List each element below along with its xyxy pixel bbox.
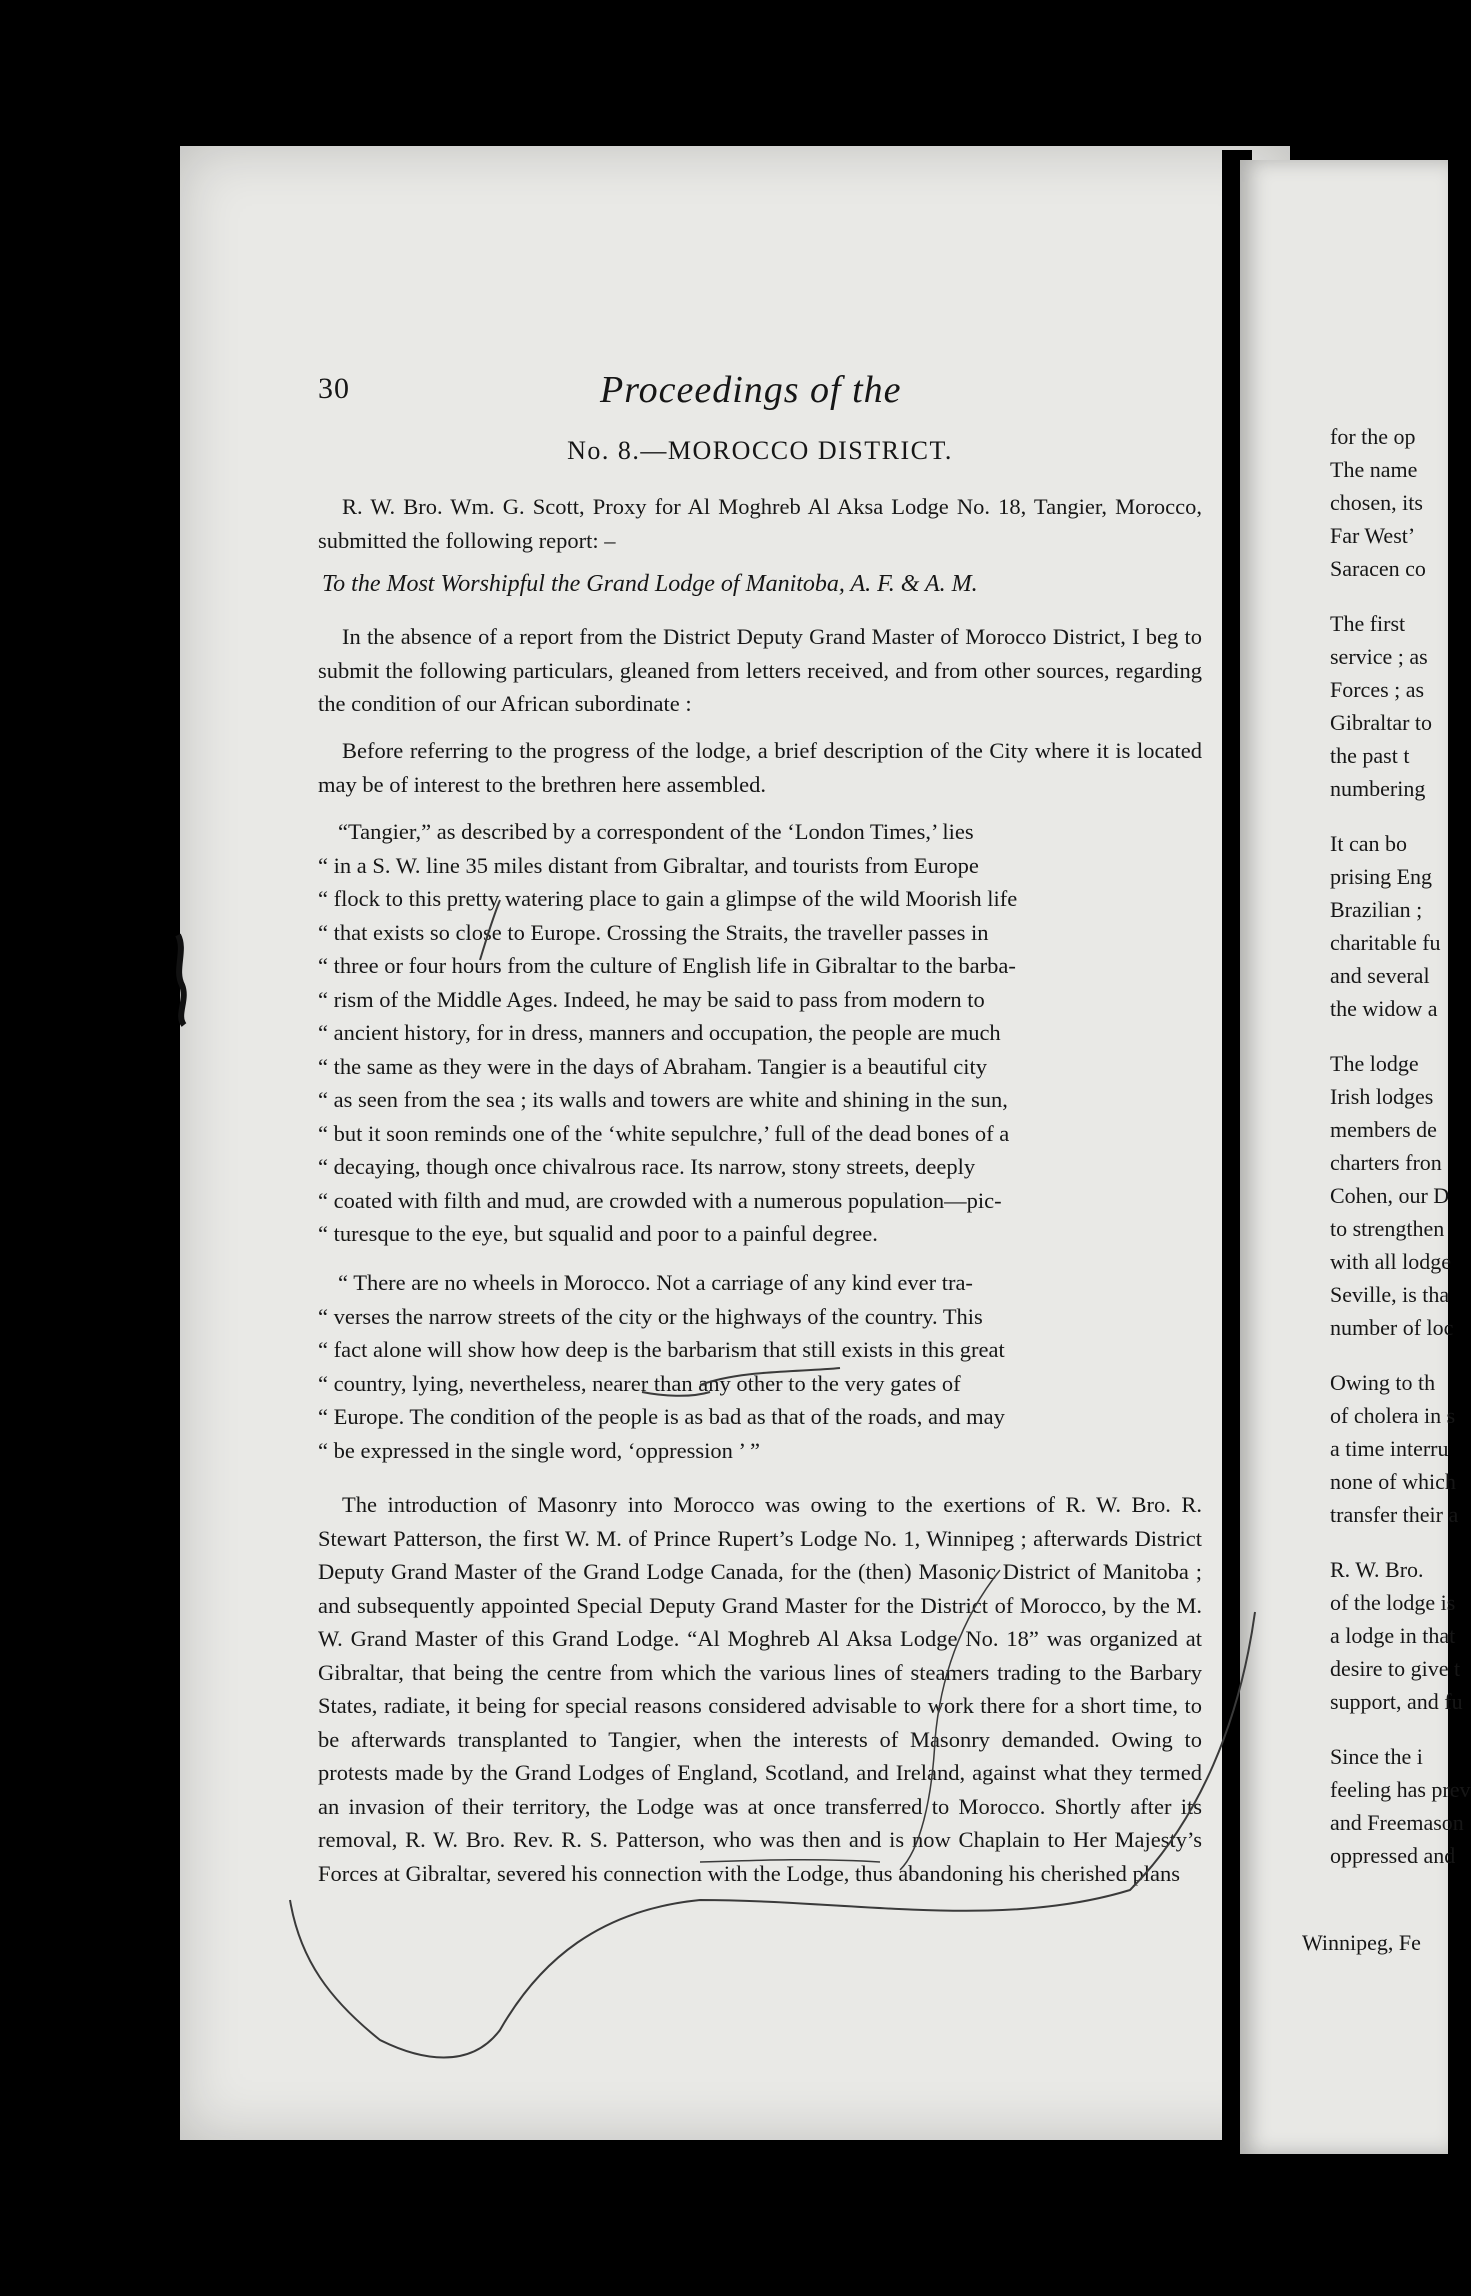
quote-line: “ coated with filth and mud, are crowded with a numerous population—pic-	[318, 1187, 1002, 1213]
right-page-column	[1330, 420, 1471, 1872]
page-number: 30	[318, 372, 350, 405]
running-head: Proceedings of the	[600, 369, 902, 411]
quote-line: “ There are no wheels in Morocco. Not a carriage of any kind ever tra-	[338, 1270, 973, 1295]
right-line: numbering	[1330, 776, 1426, 801]
right-line: Forces ; as	[1330, 677, 1425, 702]
right-line: a time interru	[1330, 1436, 1449, 1461]
margin-blot-icon	[168, 930, 196, 1030]
right-line: and Freemason	[1330, 1810, 1464, 1835]
right-line: R. W. Bro.	[1330, 1557, 1424, 1582]
quote-line: “ decaying, though once chivalrous race. Its narrow, stony streets, deeply	[318, 1154, 976, 1179]
right-line: The first	[1330, 611, 1406, 636]
intro-paragraph: R. W. Bro. Wm. G. Scott, Proxy for Al Moghreb Al Aksa Lodge No. 18, Tangier, Morocco, submitted the following report: –	[318, 494, 1202, 553]
right-line: Irish lodges	[1330, 1084, 1434, 1109]
right-line: desire to give t	[1330, 1656, 1461, 1681]
right-line: The lodge	[1330, 1051, 1419, 1076]
right-page-footer: Winnipeg, Fe	[1302, 1930, 1421, 1955]
paragraph-2: Before referring to the progress of the lodge, a brief description of the City where it is located may be of interest to the brethren here assembled.	[318, 738, 1202, 797]
paragraph-3-block	[318, 1488, 1202, 1890]
paragraph-3: The introduction of Masonry into Morocco was owing to the exertions of R. W. Bro. R. Stewart Patterson, the first W. M. of Prince Rupert’s Lodge No. 1, Winnipeg ; afterwards District Deputy Grand Master of the Grand Lodge Canada, for the (then) Masonic District of Manitoba ; and subsequently appointed Special Deputy Grand Master for the District of Morocco, by the M. W. Grand Master of this Grand Lodge. “Al Moghreb Al Aksa Lodge No. 18” was organized at Gibraltar, that being the centre from which the various lines of steamers trading to the Barbary States, radiate, it being for special reasons considered advisable to work there for a short time, to be afterwards transplanted to Tangier, when the interests of Masonry demanded. Owing to protests made by the Grand Lodges of England, Scotland, and Ireland, against what they termed an invasion of their territory, the Lodge was at once transferred to Morocco. Shortly after its removal, R. W. Bro. Rev. R. S. Patterson, who was then and is now Chaplain to Her Majesty’s Forces at Gibraltar, severed his connection with the Lodge, thus abandoning his cherished plans	[318, 1492, 1202, 1886]
right-line: and several	[1330, 963, 1430, 988]
quote-line: “ but it soon reminds one of the ‘white sepulchre,’ full of the dead bones of a	[318, 1120, 1010, 1146]
right-line: Seville, is tha	[1330, 1282, 1450, 1307]
quote-line: “ verses the narrow streets of the city or the highways of the country. This	[318, 1303, 983, 1329]
right-line: none of which	[1330, 1469, 1456, 1494]
right-line: Brazilian ;	[1330, 897, 1423, 922]
quote-1	[318, 815, 1202, 1251]
right-line: The name	[1330, 457, 1418, 482]
salutation: To the Most Worshipful the Grand Lodge of Manitoba, A. F. & A. M.	[322, 571, 978, 597]
section-title: No. 8.—MOROCCO DISTRICT.	[567, 436, 953, 465]
right-line: the widow a	[1330, 996, 1438, 1021]
right-line: charters fron	[1330, 1150, 1442, 1175]
right-line: to strengthen	[1330, 1216, 1445, 1241]
quote-line: “ Europe. The condition of the people is as bad as that of the roads, and may	[318, 1404, 1005, 1429]
quote-line: “ flock to this pretty watering place to gain a glimpse of the wild Moorish life	[318, 886, 1018, 911]
right-line: number of loc	[1330, 1315, 1454, 1340]
quote-line: “ fact alone will show how deep is the barbarism that still exists in this great	[318, 1337, 1005, 1362]
quote-line: “ be expressed in the single word, ‘oppression ’ ”	[318, 1437, 760, 1463]
right-line: feeling has prev	[1330, 1777, 1471, 1802]
right-line: prising Eng	[1330, 864, 1433, 889]
right-line: members de	[1330, 1117, 1437, 1142]
right-line: service ; as	[1330, 644, 1428, 669]
right-line: of cholera in s	[1330, 1403, 1456, 1428]
right-line: charitable fu	[1330, 930, 1441, 955]
right-line: Far West’	[1330, 523, 1416, 548]
paragraph-1: In the absence of a report from the District Deputy Grand Master of Morocco District, I beg to submit the following particulars, gleaned from letters received, and from other sources, regarding the condition of our African subordinate :	[318, 624, 1202, 716]
intro-block	[318, 490, 1202, 557]
quote-line: “ turesque to the eye, but squalid and poor to a painful degree.	[318, 1221, 878, 1246]
right-line: support, and fu	[1330, 1689, 1463, 1714]
quote-line: “ as seen from the sea ; its walls and towers are white and shining in the sun,	[318, 1087, 1008, 1112]
paragraph-1-block	[318, 620, 1202, 721]
right-line: Owing to th	[1330, 1370, 1436, 1395]
right-line: a lodge in that	[1330, 1623, 1456, 1648]
quote-line: “ rism of the Middle Ages. Indeed, he may be said to pass from modern to	[318, 986, 985, 1012]
quote-line: “ three or four hours from the culture of English life in Gibraltar to the barba-	[318, 953, 1016, 978]
paragraph-2-block	[318, 734, 1202, 801]
right-line: transfer their a	[1330, 1502, 1459, 1527]
quote-2	[318, 1266, 1202, 1467]
right-line: the past t	[1330, 743, 1410, 768]
right-line: Gibraltar to	[1330, 710, 1433, 735]
right-line: for the op	[1330, 424, 1416, 449]
quote-line: “ the same as they were in the days of Abraham. Tangier is a beautiful city	[318, 1053, 988, 1079]
salutation-block	[318, 568, 1206, 602]
quote-line: “Tangier,” as described by a correspondent of the ‘London Times,’ lies	[338, 819, 974, 844]
right-line: chosen, its	[1330, 490, 1423, 515]
quote-line: “ country, lying, nevertheless, nearer than any other to the very gates of	[318, 1370, 961, 1396]
right-line: of the lodge is	[1330, 1590, 1456, 1615]
right-line: oppressed and	[1330, 1843, 1456, 1868]
right-line: It can bo	[1330, 831, 1407, 856]
quote-line: “ in a S. W. line 35 miles distant from Gibraltar, and tourists from Europe	[318, 852, 979, 878]
quote-line: “ ancient history, for in dress, manners and occupation, the people are much	[318, 1020, 1001, 1045]
right-line: Saracen co	[1330, 556, 1426, 581]
quote-line: “ that exists so close to Europe. Crossing the Straits, the traveller passes in	[318, 919, 989, 945]
right-line: Cohen, our D	[1330, 1183, 1450, 1208]
right-line: with all lodge	[1330, 1249, 1451, 1274]
right-line: Since the i	[1330, 1744, 1423, 1769]
